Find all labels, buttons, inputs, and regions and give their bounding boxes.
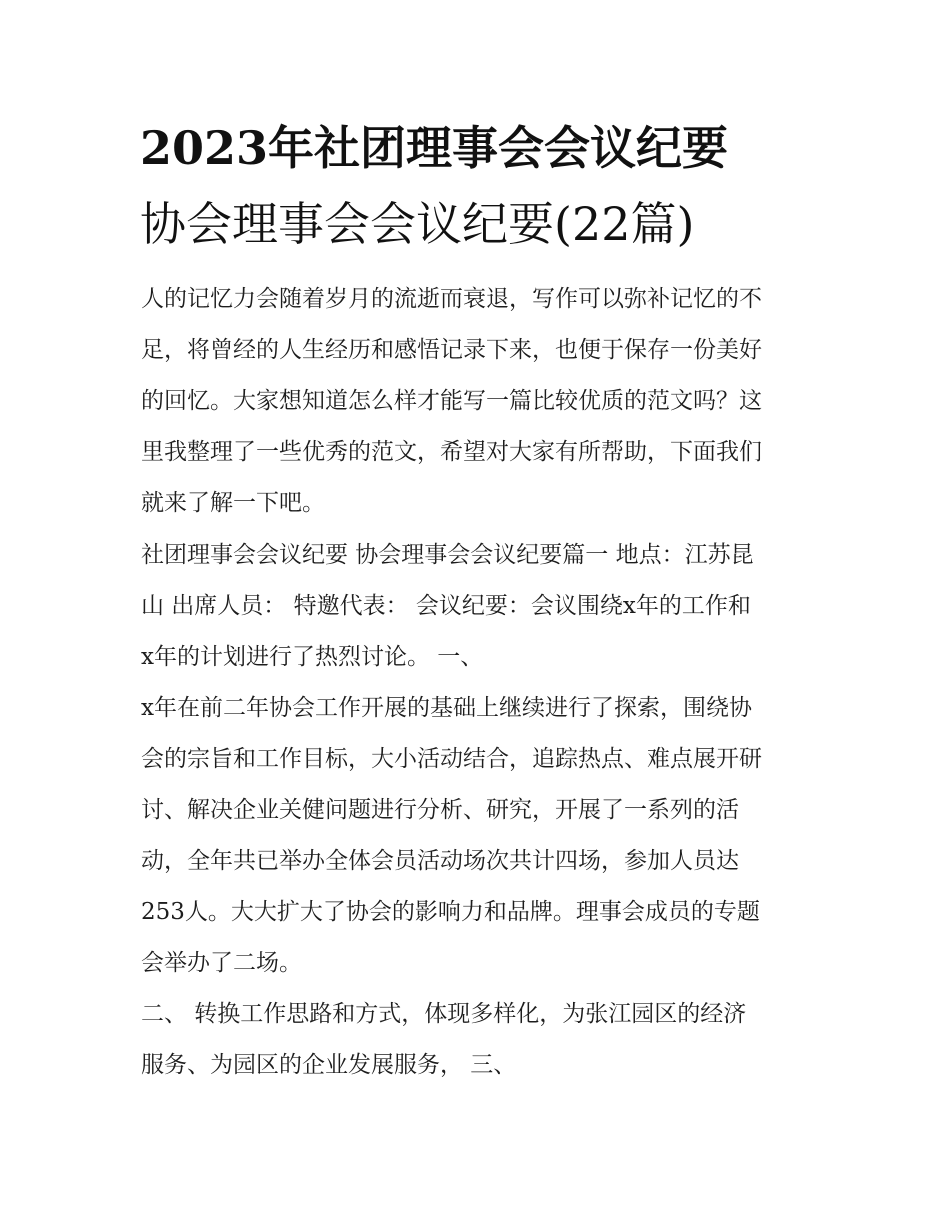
paragraph-line: 服务、为园区的企业发展服务， 三、	[141, 1052, 517, 1078]
paragraph-line: 的回忆。大家想知道怎么样才能写一篇比较优质的范文吗？这	[141, 388, 762, 414]
paragraph-line: 山 出席人员： 特邀代表： 会议纪要：会议围绕x年的工作和	[141, 593, 751, 619]
paragraph-line: 253人。大大扩大了协会的影响力和品牌。理事会成员的专题	[141, 899, 760, 925]
work-summary-paragraph	[141, 683, 819, 989]
paragraph-line: 里我整理了一些优秀的范文，希望对大家有所帮助，下面我们	[141, 439, 762, 465]
paragraph-line: 会的宗旨和工作目标，大小活动结合，追踪热点、难点展开研	[141, 746, 762, 772]
paragraph-line: 社团理事会会议纪要 协会理事会会议纪要篇一 地点：江苏昆	[141, 542, 754, 568]
paragraph-line: 人的记忆力会随着岁月的流逝而衰退，写作可以弥补记忆的不	[141, 286, 762, 312]
meeting-info-paragraph	[141, 530, 819, 683]
intro-paragraph	[141, 274, 819, 529]
paragraph-line: 讨、解决企业关健问题进行分析、研究，开展了一系列的活	[141, 797, 739, 823]
paragraph-line: x年在前二年协会工作开展的基础上继续进行了探索，围绕协	[141, 695, 752, 721]
paragraph-line: x年的计划进行了热烈讨论。 一、	[141, 644, 484, 670]
paragraph-line: 动，全年共已举办全体会员活动场次共计四场，参加人员达	[141, 848, 739, 874]
document-title: 2023年社团理事会会议纪要	[140, 121, 729, 175]
paragraph-line: 二、 转换工作思路和方式，体现多样化，为张江园区的经济	[141, 1001, 747, 1027]
paragraph-line: 就来了解一下吧。	[141, 490, 325, 516]
paragraph-line: 足，将曾经的人生经历和感悟记录下来，也便于保存一份美好	[141, 337, 762, 363]
document-subtitle: 协会理事会会议纪要(22篇)	[140, 197, 695, 251]
paragraph-line: 会举办了二场。	[141, 950, 302, 976]
section-two-paragraph	[141, 989, 819, 1091]
